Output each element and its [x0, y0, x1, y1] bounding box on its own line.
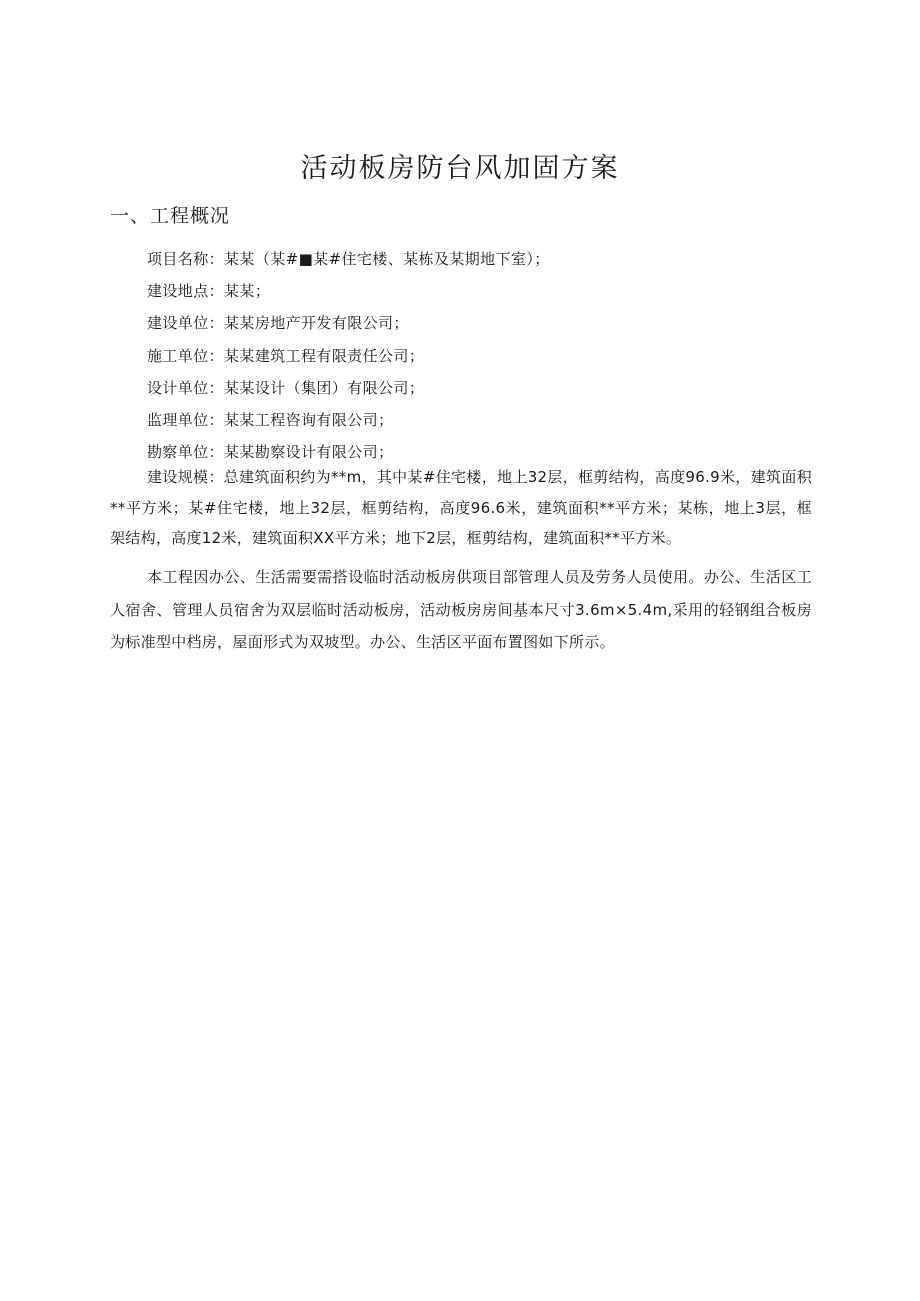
info-label: 建设单位：: [147, 314, 225, 333]
info-item-project-name: [147, 243, 550, 275]
document-title: 活动板房防台风加固方案: [300, 153, 620, 184]
construction-scale-paragraph: 建设规模：总建筑面积约为**m，其中某#住宅楼，地上32层，框剪结构，高度96.9米，建筑面积**平方米；某#住宅楼，地上32层，框剪结构，高度96.6米，建筑面积**平方米；某栋，地上3层，框架结构，高度12米，建筑面积XX平方米；地下2层，框剪结构，建筑面积**平方米。: [110, 468, 812, 547]
info-label: 项目名称：: [147, 250, 225, 268]
temporary-housing-paragraph: 本工程因办公、生活需要需搭设临时活动板房供项目部管理人员及劳务人员使用。办公、生活区工人宿舍、管理人员宿舍为双层临时活动板房，活动板房房间基本尺寸3.6m×5.4m,采用的轻钢组合板房为标准型中档房，屋面形式为双坡型。办公、生活区平面布置图如下所示。: [110, 568, 812, 651]
info-value: 某某工程咨询有限公司；: [224, 411, 394, 430]
info-value: 某某勘察设计有限公司；: [224, 443, 394, 462]
info-item-supervisor: [147, 404, 550, 436]
section-heading-project-overview: 一、工程概况: [110, 205, 231, 227]
info-value: 某某设计（集团）有限公司；: [224, 378, 425, 397]
info-item-designer: [147, 372, 550, 404]
info-value: 某某（某#■某#住宅楼、某栋及某期地下室）；: [224, 250, 550, 268]
info-label: 监理单位：: [147, 411, 225, 430]
info-label: 建设地点：: [147, 282, 225, 301]
project-info-list: [147, 243, 550, 468]
info-label: 勘察单位：: [147, 443, 225, 462]
info-value: 某某；: [224, 282, 271, 301]
info-value: 某某房地产开发有限公司；: [224, 314, 409, 333]
info-item-contractor: [147, 340, 550, 372]
info-label: 施工单位：: [147, 346, 225, 365]
info-item-construction-site: [147, 275, 550, 307]
info-label: 设计单位：: [147, 378, 225, 397]
info-item-developer: [147, 307, 550, 339]
info-value: 某某建筑工程有限责任公司；: [224, 346, 425, 365]
